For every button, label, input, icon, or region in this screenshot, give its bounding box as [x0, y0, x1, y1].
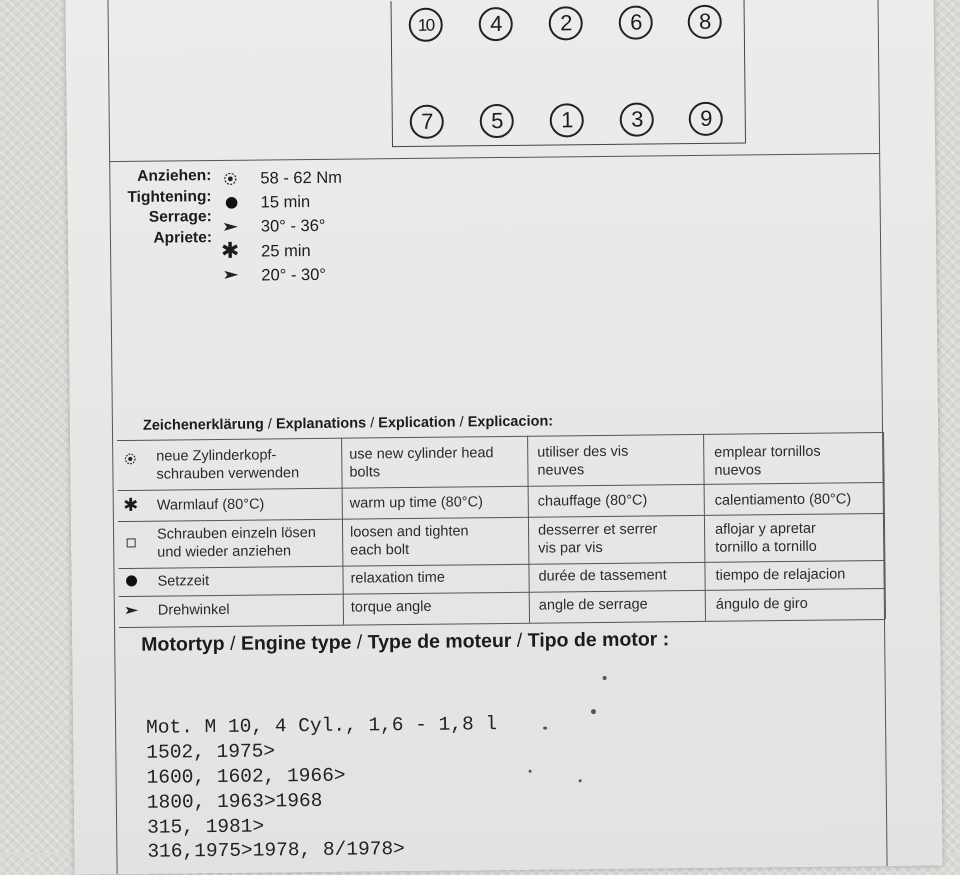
cell-de: Drehwinkel — [157, 601, 230, 619]
new-bolt-icon — [219, 171, 241, 187]
bolt-number: 7 — [410, 105, 444, 139]
cell-en: relaxation time — [350, 569, 445, 587]
step-value: 20° - 30° — [261, 265, 327, 285]
cell-es: emplear tornillos nuevos — [714, 443, 821, 479]
cell-es: tiempo de relajacion — [715, 566, 846, 584]
label-serrage: Serrage: — [148, 208, 212, 226]
cell-de: neue Zylinderkopf- schrauben verwenden — [156, 447, 300, 483]
engine-line: 1600, 1602, 1966> — [146, 764, 346, 789]
bolt-number: 6 — [619, 5, 653, 39]
left-border — [107, 0, 117, 874]
speck — [529, 770, 532, 773]
legend-table — [117, 432, 885, 630]
bolt-number: 10 — [409, 8, 443, 42]
speck — [603, 676, 607, 680]
cell-en: torque angle — [350, 598, 432, 616]
speck — [579, 779, 582, 782]
engine-line: 316,1975>1978, 8/1978> — [147, 838, 405, 863]
asterisk-icon: ✱ — [123, 494, 139, 515]
arrow-icon — [220, 270, 242, 280]
arrow-icon — [220, 222, 242, 232]
square-icon — [122, 537, 140, 549]
step-value: 30° - 36° — [260, 216, 326, 236]
cell-es: aflojar y apretar tornillo a tornillo — [714, 520, 817, 556]
cell-fr: durée de tassement — [538, 567, 667, 585]
document-sheet — [65, 0, 942, 875]
label-tightening: Tightening: — [127, 187, 212, 206]
cell-es: ángulo de giro — [715, 595, 808, 613]
bolt-number: 4 — [479, 7, 513, 41]
engine-line: Mot. M 10, 4 Cyl., 1,6 - 1,8 l — [145, 713, 498, 739]
step-value: 15 min — [260, 193, 311, 212]
legend-title: Zeichenerklärung / Explanations / Explication / Explicacion: — [142, 413, 554, 434]
bolt-sequence-diagram — [391, 0, 747, 147]
bolt-number: 8 — [688, 5, 722, 39]
step-value: 58 - 62 Nm — [260, 168, 343, 188]
cell-fr: utiliser des vis neuves — [537, 443, 629, 479]
cell-de: Schrauben einzeln lösen und wieder anziehen — [156, 524, 316, 561]
bolt-number: 2 — [549, 6, 583, 40]
bolt-number: 3 — [620, 102, 654, 136]
speck — [591, 709, 596, 714]
cell-en: warm up time (80°C) — [349, 494, 483, 512]
engine-type-title: Motortyp / Engine type / Type de moteur / Tipo de motor : — [141, 628, 670, 656]
cell-fr: angle de serrage — [538, 596, 648, 614]
label-apriete: Apriete: — [153, 228, 213, 247]
label-anziehen: Anziehen: — [137, 167, 212, 185]
tightening-labels — [109, 166, 212, 249]
bolt-number: 5 — [480, 104, 514, 138]
cell-en: use new cylinder head bolts — [349, 445, 494, 481]
engine-line: 1800, 1963>1968 — [146, 789, 323, 814]
arrow-icon — [123, 606, 141, 615]
cell-de: Setzzeit — [157, 573, 210, 590]
bolt-number: 9 — [689, 102, 723, 136]
header-divider — [109, 153, 879, 162]
engine-line: 315, 1981> — [147, 815, 265, 839]
dot-icon — [221, 196, 243, 210]
asterisk-icon: ✱ — [220, 237, 240, 263]
cell-en: loosen and tighten each bolt — [349, 523, 469, 559]
speck — [543, 727, 547, 730]
cell-fr: desserrer et serrer vis par vis — [537, 521, 658, 557]
cell-fr: chauffage (80°C) — [537, 492, 648, 510]
step-value: 25 min — [261, 242, 311, 261]
engine-line: 1502, 1975> — [146, 740, 276, 764]
new-bolt-icon — [121, 452, 139, 466]
cell-es: calentiamento (80°C) — [714, 491, 852, 509]
cell-de: Warmlauf (80°C) — [156, 496, 265, 514]
dot-icon — [122, 574, 140, 588]
bolt-number: 1 — [550, 103, 584, 137]
